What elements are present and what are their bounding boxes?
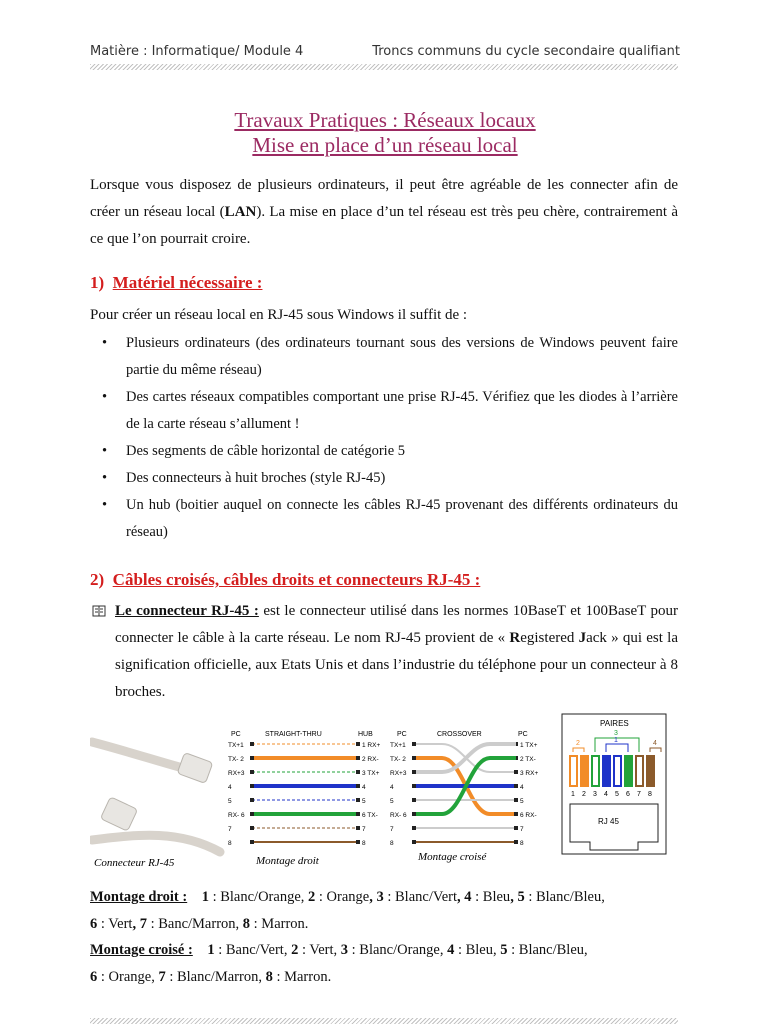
section2-num: 2) xyxy=(90,570,105,589)
montage-droit-line1 xyxy=(202,889,605,905)
pin-color: : Orange xyxy=(315,889,370,905)
pin xyxy=(250,826,254,830)
pin-number: 6 xyxy=(90,969,98,985)
pin-color: : Blanc/Orange, xyxy=(208,889,309,905)
section2-heading xyxy=(90,570,480,590)
connector-term: Le connecteur RJ-45 : xyxy=(115,603,259,619)
book-icon xyxy=(92,604,106,618)
jack-pin xyxy=(614,756,621,786)
montage-droit-line2 xyxy=(90,916,308,932)
list-item: • Des segments de câble horizontal de catégorie 5 xyxy=(90,438,678,465)
montage-droit xyxy=(90,884,678,938)
pin-number: 4 xyxy=(447,942,455,958)
pin xyxy=(356,840,360,844)
straight-left-label: TX- 2 xyxy=(228,756,244,763)
connector-j: J xyxy=(578,630,587,646)
cross-left-label: RX+3 xyxy=(390,770,407,777)
pair-num: 1 xyxy=(614,737,618,744)
pin xyxy=(514,798,518,802)
pin-color: : Blanc/Bleu, xyxy=(507,942,588,958)
pin-number: , xyxy=(510,889,514,905)
pair-num: 2 xyxy=(576,740,580,747)
straight-left-label: RX- 6 xyxy=(228,812,245,819)
jack-pin-number: 7 xyxy=(637,791,641,798)
pin-number: 6 xyxy=(90,916,98,932)
pin-color: : Bleu, xyxy=(454,942,501,958)
intro-paragraph xyxy=(90,172,678,253)
jack-pin-number: 3 xyxy=(593,791,597,798)
jack-pin xyxy=(647,756,654,786)
connector-egistered: egistered xyxy=(520,630,579,646)
section1-lead: Pour créer un réseau local en RJ-45 sous Windows il suffit de : xyxy=(90,307,468,323)
cross-left-label: RX- 6 xyxy=(390,812,407,819)
cross-left-label: TX+1 xyxy=(390,742,406,749)
section1-num: 1) xyxy=(90,273,105,292)
connector-ack: ack » qui est la signification officielle, aux Etats Unis et dans l’industrie du téléphone pour un connecteur à 8 broches. xyxy=(115,630,678,700)
pin xyxy=(250,798,254,802)
pin xyxy=(514,812,518,816)
straight-left-label: TX+1 xyxy=(228,742,244,749)
pin xyxy=(412,756,416,760)
section1-title: Matériel nécessaire : xyxy=(112,273,263,292)
pin-color: : Marron. xyxy=(272,969,332,985)
pin-color: : Blanc/Orange, xyxy=(348,942,448,958)
cross-right-label: 2 TX- xyxy=(520,756,536,763)
straight-header-pc: PC xyxy=(231,731,241,738)
straight-header-hub: HUB xyxy=(358,731,373,738)
cross-left-label: 5 xyxy=(390,798,394,805)
straight-right-label: 1 RX+ xyxy=(362,742,381,749)
pin-color: : Bleu xyxy=(471,889,511,905)
straight-diagram xyxy=(228,731,380,847)
caption-crossover: Montage croisé xyxy=(418,851,487,863)
connector-r: R xyxy=(509,630,521,646)
page-title xyxy=(90,108,680,158)
material-list xyxy=(90,330,678,546)
intro-text-b: ). La mise en place d’un tel réseau est très peu chère, contrairement à ce que l’on pourrait croire. xyxy=(90,204,678,247)
jack-pin xyxy=(592,756,599,786)
pin xyxy=(356,798,360,802)
intro-lan: LAN xyxy=(224,204,257,220)
pin-number: 1 xyxy=(201,889,209,905)
pin xyxy=(412,798,416,802)
pin xyxy=(356,742,360,746)
caption-connector: Connecteur RJ-45 xyxy=(94,857,175,869)
crossover-diagram xyxy=(390,731,538,847)
pin-number: , xyxy=(369,889,373,905)
pin-color: : Orange, xyxy=(97,969,159,985)
pin xyxy=(412,784,416,788)
pin xyxy=(356,756,360,760)
list-item: • Un hub (boitier auquel on connecte les câbles RJ-45 provenant des différents ordinateurs du réseau) xyxy=(90,492,678,546)
cross-left-label: 8 xyxy=(390,840,394,847)
pin-color: : Banc/Vert, xyxy=(214,942,292,958)
pin-number: 7 xyxy=(139,916,147,932)
straight-right-label: 3 TX+ xyxy=(362,770,380,777)
pin xyxy=(250,784,254,788)
straight-left-label: 7 xyxy=(228,826,232,833)
pin xyxy=(412,812,416,816)
pin-color: : Blanc/Bleu, xyxy=(524,889,605,905)
jack-pin-number: 6 xyxy=(626,791,630,798)
pin xyxy=(356,784,360,788)
cross-left-label: 7 xyxy=(390,826,394,833)
section2-title: Câbles croisés, câbles droits et connecteurs RJ-45 : xyxy=(112,570,481,589)
straight-header-title: STRAIGHT-THRU xyxy=(265,731,322,738)
pin-number: 4 xyxy=(464,889,472,905)
section1-heading xyxy=(90,273,262,293)
straight-right-label: 8 xyxy=(362,840,366,847)
pin xyxy=(412,770,416,774)
montage-croise-label: Montage croisé : xyxy=(90,942,193,958)
pin xyxy=(514,826,518,830)
list-item: • Des connecteurs à huit broches (style RJ-45) xyxy=(90,465,678,492)
pin-number: 3 xyxy=(376,889,384,905)
pair-num: 4 xyxy=(653,740,657,747)
straight-left-label: RX+3 xyxy=(228,770,245,777)
cross-right-label: 6 RX- xyxy=(520,812,537,819)
cross-header-pc-left: PC xyxy=(397,731,407,738)
straight-left-label: 5 xyxy=(228,798,232,805)
pin-number: 5 xyxy=(517,889,525,905)
jack-pin xyxy=(570,756,577,786)
pin-number: , xyxy=(132,916,137,932)
pin-number: 1 xyxy=(207,942,215,958)
jack-pin xyxy=(625,756,632,786)
pin xyxy=(356,812,360,816)
jack-pin-number: 1 xyxy=(571,791,575,798)
footer-divider xyxy=(90,1018,678,1024)
cross-header-pc-right: PC xyxy=(518,731,528,738)
pairs-title: PAIRES xyxy=(600,719,629,728)
pin-number: 3 xyxy=(340,942,349,958)
pin-number: , xyxy=(457,889,461,905)
pin-color: : Blanc/Vert xyxy=(383,889,458,905)
pair-num: 3 xyxy=(614,730,618,737)
title-line1: Travaux Pratiques : Réseaux locaux xyxy=(234,108,536,132)
pin xyxy=(514,784,518,788)
straight-right-label: 4 xyxy=(362,784,366,791)
straight-right-label: 6 TX- xyxy=(362,812,378,819)
jack-pin-number: 5 xyxy=(615,791,619,798)
pin-number: 2 xyxy=(291,942,299,958)
list-item: • Des cartes réseaux compatibles comportant une prise RJ-45. Vérifiez que les diodes à l’arrière de la carte réseau s’allument ! xyxy=(90,384,678,438)
pin-number: 8 xyxy=(265,969,273,985)
pin-color: : Vert, xyxy=(298,942,341,958)
title-line2: Mise en place d’un réseau local xyxy=(252,133,518,157)
montage-croise-line1 xyxy=(207,942,587,958)
pin xyxy=(250,770,254,774)
straight-right-label: 2 RX- xyxy=(362,756,379,763)
cross-right-label: 3 RX+ xyxy=(520,770,539,777)
pin-color: : Marron. xyxy=(250,916,309,932)
caption-straight: Montage droit xyxy=(256,855,319,867)
pin-number: 5 xyxy=(500,942,508,958)
straight-right-label: 5 xyxy=(362,798,366,805)
pin xyxy=(250,812,254,816)
jack-label: RJ 45 xyxy=(598,817,619,826)
montage-droit-label: Montage droit : xyxy=(90,889,188,905)
pin-number: 2 xyxy=(308,889,316,905)
pin xyxy=(356,770,360,774)
pin-color: : Vert xyxy=(97,916,133,932)
pin xyxy=(250,840,254,844)
pin xyxy=(250,756,254,760)
cross-right-label: 1 TX+ xyxy=(520,742,538,749)
jack-pin-number: 2 xyxy=(582,791,586,798)
jack-pin xyxy=(603,756,610,786)
cross-right-label: 4 xyxy=(520,784,524,791)
jack-pin-number: 4 xyxy=(604,791,608,798)
header-left: Matière : Informatique/ Module 4 xyxy=(90,44,304,59)
pin-color: : Blanc/Marron, xyxy=(165,969,266,985)
cross-left-label: TX- 2 xyxy=(390,756,406,763)
intro-text-a: Lorsque vous disposez de plusieurs ordinateurs, il peut être agréable de les connecter afin de créer un réseau local ( xyxy=(90,177,678,220)
cross-header-title: CROSSOVER xyxy=(437,731,482,738)
jack-pin xyxy=(636,756,643,786)
cable-illustration xyxy=(92,742,220,852)
pin xyxy=(412,826,416,830)
montage-croise-line2 xyxy=(90,969,331,985)
jack-pin xyxy=(581,756,588,786)
cross-right-label: 8 xyxy=(520,840,524,847)
pin xyxy=(356,826,360,830)
straight-left-label: 4 xyxy=(228,784,232,791)
header-divider xyxy=(90,64,678,70)
rj45-jack-diagram xyxy=(562,714,666,854)
montage-croise xyxy=(90,937,678,991)
pin xyxy=(514,840,518,844)
pin-color: : Banc/Marron, xyxy=(146,916,243,932)
cross-left-label: 4 xyxy=(390,784,394,791)
pin xyxy=(412,742,416,746)
cross-right-label: 5 xyxy=(520,798,524,805)
pin-number: 8 xyxy=(242,916,251,932)
list-item: • Plusieurs ordinateurs (des ordinateurs tournant sous des versions de Windows peuvent faire partie du même réseau) xyxy=(90,330,678,384)
jack-pin-number: 8 xyxy=(648,791,652,798)
pin xyxy=(514,770,518,774)
straight-left-label: 8 xyxy=(228,840,232,847)
rj45-figure xyxy=(90,712,688,872)
straight-right-label: 7 xyxy=(362,826,366,833)
connector-paragraph xyxy=(115,598,678,706)
pin xyxy=(412,840,416,844)
cross-right-label: 7 xyxy=(520,826,524,833)
pin xyxy=(250,742,254,746)
pin-number: 7 xyxy=(158,969,166,985)
connector-text1: est le connecteur utilisé dans les normes 10BaseT et 100BaseT pour connecter le câble à la carte réseau. Le nom RJ-45 provient de « xyxy=(115,603,678,646)
header-right: Troncs communs du cycle secondaire qualifiant xyxy=(372,44,680,59)
